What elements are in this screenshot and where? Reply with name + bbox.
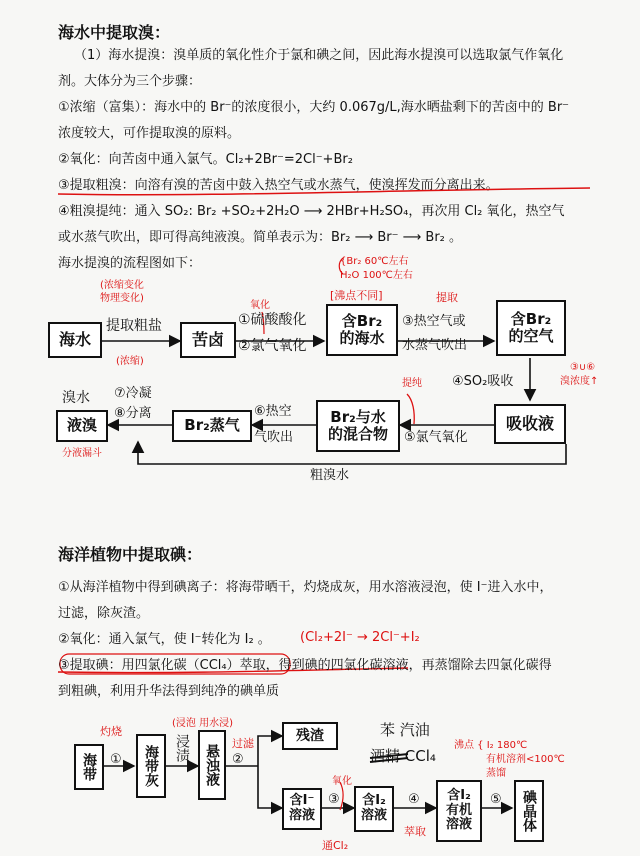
label-separate: ⑧分离 xyxy=(114,406,152,421)
note-boiling-diff: [沸点不同] xyxy=(330,289,383,302)
box-br-seawater xyxy=(326,304,398,356)
box-br-water-mix xyxy=(316,400,400,452)
box-kelp: 海带 xyxy=(74,744,104,790)
iodine-solution-line1: 含I₂ xyxy=(362,793,386,809)
note-separatory-funnel: 分液漏斗 xyxy=(62,448,102,459)
iodine-organic-line2: 有机 xyxy=(445,802,472,818)
note-boiling-point-1: 沸点 { I₂ 180℃ xyxy=(454,740,528,751)
note-distillation: 蒸馏 xyxy=(486,768,506,779)
bromine-step2: ②氧化：向苦卤中通入氯气。Cl₂+2Br⁻=2Cl⁻+Br₂ xyxy=(58,152,353,167)
label-step-1: ① xyxy=(110,752,122,767)
box-liquid-bromine: 液溴 xyxy=(56,410,108,442)
note-h2o-temp: H₂O 100℃左右 xyxy=(340,270,413,281)
label-bromine-water: 溴水 xyxy=(62,390,90,406)
label-hot-air-3b: 气吹出 xyxy=(254,430,294,445)
note-add-cl2: 通Cl₂ xyxy=(322,839,349,852)
note-boiling-point-2: 有机溶剂<100℃ xyxy=(486,754,565,765)
label-solvents-1: 苯 汽油 xyxy=(380,721,430,739)
label-crude-bromine-water: 粗溴水 xyxy=(310,468,350,483)
box-residue: 残渣 xyxy=(282,722,338,750)
note-br-concentration: 溴浓度↑ xyxy=(560,376,599,387)
br-seawater-line2: 的海水 xyxy=(339,329,385,347)
iodine-step2: ②氧化：通入氯气，使 I⁻转化为 I₂ 。 xyxy=(58,632,271,647)
label-cl-oxidation: ②氯气氧化 xyxy=(238,338,307,354)
bromine-step4-line2: 或水蒸气吹出，即可得高纯液溴。简单表示为：Br₂ ⟶ Br⁻ ⟶ Br₂ 。 xyxy=(58,230,463,245)
iodine-solution-line2: 溶液 xyxy=(360,808,387,823)
bromine-step1-line1: ①浓缩（富集）：海水中的 Br⁻的浓度很小，大约 0.067g/L,海水晒盐剩下的苦卤中的 Br⁻ xyxy=(58,100,570,115)
bromine-step4-line1: ④粗溴提纯：通入 SO₂: Br₂ +SO₂+2H₂O ⟶ 2HBr+H₂SO₄，再次用 Cl₂ 氧化，热空气 xyxy=(58,204,565,219)
bromine-step1-line2: 浓度较大，可作提取溴的原料。 xyxy=(58,126,241,141)
br-water-mix-line1: Br₂与水 xyxy=(330,407,386,426)
box-iodide-solution xyxy=(282,788,322,830)
label-hot-air-3a: ⑥热空 xyxy=(254,404,292,419)
note-extract: 提取 xyxy=(436,291,458,304)
section-title-iodine: 海洋植物中提取碘： xyxy=(58,545,203,564)
bromine-step3: ③提取粗溴：向溶有溴的苦卤中鼓入热空气或水蒸气，使溴挥发而分离出来。 xyxy=(58,178,499,193)
note-oxidize: 氧化 xyxy=(250,300,270,311)
label-acidify: ①硫酸酸化 xyxy=(238,312,307,328)
note-br2-temp: {Br₂ 60℃左右 xyxy=(340,256,409,267)
iodine-step3-line1: ③提取碘：用四氯化碳（CCl₄）萃取，得到碘的四氯化碳溶液，再蒸馏除去四氯化碳得 xyxy=(58,658,552,673)
note-extraction: 萃取 xyxy=(404,825,426,838)
bromine-intro-line2: 剂。大体分为三个步骤： xyxy=(58,74,202,89)
bromine-flow-intro: 海水提溴的流程图如下： xyxy=(58,256,202,271)
iodine-step3-line2: 到粗碘，利用升华法得到纯净的碘单质 xyxy=(58,684,280,699)
br-air-line2: 的空气 xyxy=(508,327,554,345)
label-step-4: ④ xyxy=(408,792,420,807)
box-br-vapor: Br₂蒸气 xyxy=(172,410,252,442)
note-filter: 过滤 xyxy=(232,737,254,750)
box-bittern: 苦卤 xyxy=(180,322,236,358)
section-title-bromine: 海水中提取溴： xyxy=(58,23,171,42)
label-hot-air-2: 水蒸气吹出 xyxy=(402,338,468,353)
box-kelp-ash: 海带灰 xyxy=(136,734,166,798)
box-iodine-crystal: 碘晶体 xyxy=(514,780,544,842)
iodine-organic-line1: 含I₂ xyxy=(447,787,471,803)
br-seawater-line1: 含Br₂ xyxy=(341,311,383,330)
iodine-step1-line2: 过滤，除灰渣。 xyxy=(58,606,150,621)
note-steps: ③∪⑥ xyxy=(570,362,596,373)
label-hot-air-1: ③热空气或 xyxy=(402,314,466,329)
iodide-solution-line1: 含I⁻ xyxy=(289,793,315,809)
note-physical-2: 物理变化) xyxy=(100,293,144,304)
bromine-intro-line1: （1）海水提溴：溴单质的氧化性介于氯和碘之间，因此海水提溴可以选取氯气作氧化 xyxy=(74,48,564,63)
label-step-2: ② xyxy=(232,752,244,767)
box-suspension: 悬浊液 xyxy=(198,730,226,800)
label-condense: ⑦冷凝 xyxy=(114,386,152,401)
iodine-step1-line1: ①从海洋植物中得到碘离子：将海带晒干，灼烧成灰，用水溶液浸泡，使 I⁻进入水中， xyxy=(58,580,553,595)
label-solvents-2: 酒精 CCl₄ xyxy=(370,747,436,765)
label-cl-oxidation-2: ⑤氯气氧化 xyxy=(404,430,468,445)
note-iodine-equation: (Cl₂+2I⁻ → 2Cl⁻+I₂ xyxy=(300,630,420,645)
note-purify: 提纯 xyxy=(402,378,422,389)
box-br-air xyxy=(496,300,566,356)
label-so2-absorb: ④SO₂吸收 xyxy=(452,374,514,389)
label-step-5: ⑤ xyxy=(490,792,502,807)
label-soak: 浸渍 xyxy=(174,734,190,762)
note-burn: 灼烧 xyxy=(100,725,122,738)
note-soak: (浸泡 用水浸) xyxy=(172,718,233,729)
br-water-mix-line2: 的混合物 xyxy=(327,425,388,443)
label-step-3: ③ xyxy=(328,792,340,807)
note-concentrate: (浓缩) xyxy=(116,356,144,367)
iodide-solution-line2: 溶液 xyxy=(288,808,315,823)
iodine-organic-line3: 溶液 xyxy=(445,817,472,833)
br-air-line1: 含Br₂ xyxy=(510,309,552,328)
note-physical-1: (浓缩变化 xyxy=(100,280,144,291)
box-iodine-organic xyxy=(436,780,482,842)
box-iodine-solution xyxy=(354,786,394,832)
label-extract-salt: 提取粗盐 xyxy=(106,318,162,334)
box-seawater: 海水 xyxy=(48,322,102,358)
box-absorb-liquid: 吸收液 xyxy=(494,404,566,444)
note-oxidation: 氧化 xyxy=(332,776,352,787)
